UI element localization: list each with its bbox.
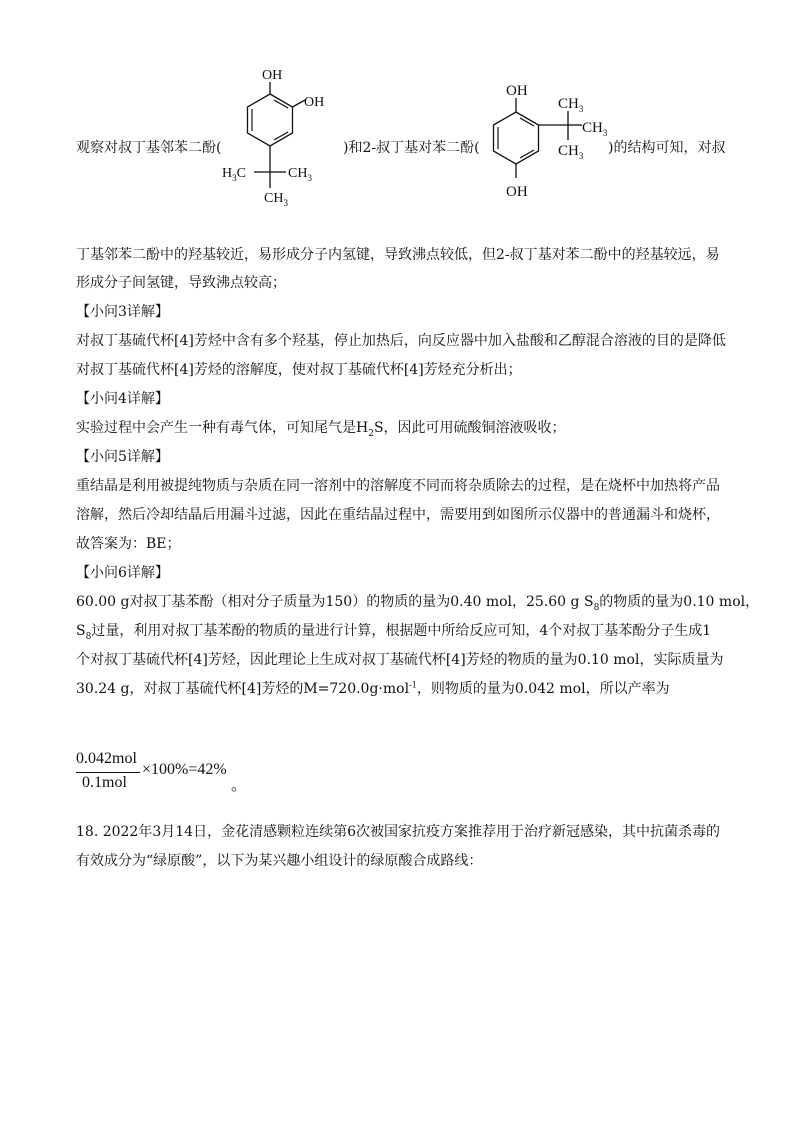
fraction-bar — [76, 772, 140, 773]
intro-text-1: 观察对叔丁基邻苯二酚( — [76, 140, 222, 156]
structure-2-tert-butylhydroquinone — [478, 72, 608, 217]
question-18-line: 18. 2022年3月14日，金花清感颗粒连续第6次被国家抗疫方案推荐用于治疗新冠感染，其中抗菌杀毒的 — [76, 824, 720, 840]
para-line: 对叔丁基硫代杯[4]芳烃的溶解度，使对叔丁基硫代杯[4]芳烃充分析出； — [76, 362, 522, 378]
svg-text:CH3: $CH_3$ — [558, 96, 584, 114]
oh-label: OH — [506, 83, 528, 99]
section-heading-q4: 【小问4详解】 — [76, 391, 169, 407]
para-line: 个对叔丁基硫代杯[4]芳烃，因此理论上生成对叔丁基硫代杯[4]芳烃的物质的量为0.10 mol，实际质量为 — [76, 652, 724, 668]
para-line: 故答案为：BE； — [76, 536, 181, 552]
oh-label: OH — [506, 184, 528, 200]
structure-4-tert-butylcatechol — [218, 62, 338, 212]
oh-label: OH — [304, 95, 325, 110]
para-line: $S_8$过量，利用对叔丁基苯酚的物质的量进行计算，根据题中所给反应可知，4个对叔丁基苯酚分子生成1 — [76, 623, 712, 642]
formula-numerator: 0.042mol — [76, 750, 137, 767]
question-18-line: 有效成分为“绿原酸”，以下为某兴趣小组设计的绿原酸合成路线： — [76, 853, 483, 869]
para-line: 溶解，然后冷却结晶后用漏斗过滤，因此在重结晶过程中，需要用到如图所示仪器中的普通漏斗和烧杯， — [76, 507, 720, 523]
para-line: 丁基邻苯二酚中的羟基较近，易形成分子内氢键，导致沸点较低，但2-叔丁基对苯二酚中的羟基较远，易 — [76, 247, 720, 263]
para-line: 实验过程中会产生一种有毒气体，可知尾气是$H_2S$，因此可用硫酸铜溶液吸收； — [76, 420, 566, 439]
para-line: 60.00 g对叔丁基苯酚（相对分子质量为150）的物质的量为0.40 mol，25.60 g $S_8$的物质的量为0.10 mol， — [76, 594, 760, 613]
formula-denominator: 0.1mol — [82, 774, 127, 791]
para-line: 重结晶是利用被提纯物质与杂质在同一溶剂中的溶解度不同而将杂质除去的过程，是在烧杯中加热将产品 — [76, 478, 720, 494]
svg-text:H3C: $H_3C$ — [222, 166, 246, 183]
svg-text:CH3: $CH_3$ — [264, 191, 288, 208]
formula-period: 。 — [231, 777, 248, 794]
intro-text-3: )的结构可知，对叔 — [608, 140, 726, 156]
oh-label: OH — [262, 68, 283, 83]
section-heading-q3: 【小问3详解】 — [76, 304, 169, 320]
svg-text:CH3: $CH_3$ — [558, 143, 584, 161]
formula-rest: ×100%=42% — [142, 761, 227, 778]
para-line: 形成分子间氢键，导致沸点较高； — [76, 275, 286, 291]
svg-text:CH3: $CH_3$ — [288, 166, 312, 183]
para-line: 对叔丁基硫代杯[4]芳烃中含有多个羟基，停止加热后，向反应器中加入盐酸和乙醇混合溶液的目的是降低 — [76, 333, 726, 349]
section-heading-q6: 【小问6详解】 — [76, 565, 169, 581]
section-heading-q5: 【小问5详解】 — [76, 449, 169, 465]
svg-text:CH3: $CH_3$ — [582, 120, 608, 138]
intro-text-2: )和2-叔丁基对苯二酚( — [343, 140, 480, 156]
para-line: 30.24 g，对叔丁基硫代杯[4]芳烃的M=720.0g·mol$^{-1}$，则物质的量为0.042 mol，所以产率为 — [76, 680, 670, 697]
